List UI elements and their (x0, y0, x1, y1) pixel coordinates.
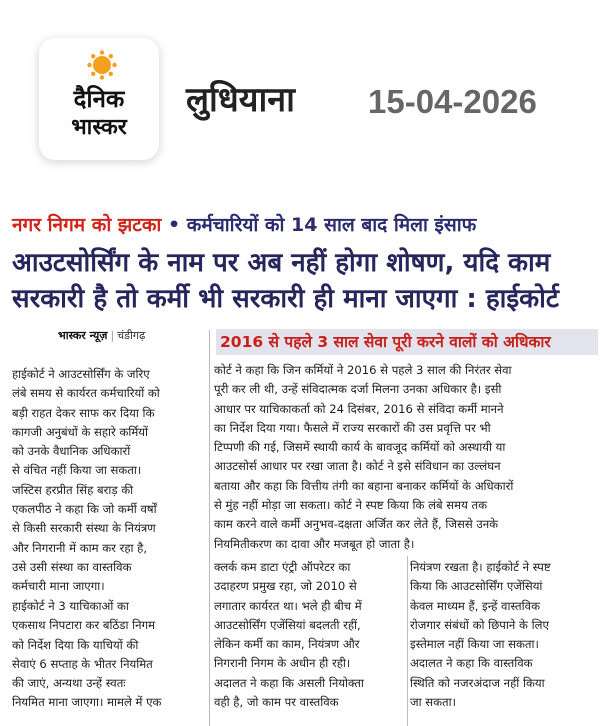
text-line: जा सकता। (410, 695, 457, 710)
headline (12, 245, 597, 317)
text-line: आउटसोर्स आधार पर रखा जाता है। कोर्ट ने इसे संविधान का उल्लंघन (214, 459, 501, 474)
text-line: अदालत ने कहा कि वास्तविक (410, 656, 533, 671)
text-line: काम करने वाले कर्मी अनुभव-दक्षता अर्जित कर लेते हैं, जिससे उनके (214, 517, 499, 532)
text-line: से मुंह नहीं मोड़ा जा सकता। कोर्ट ने स्पष्ट किया कि लंबे समय तक (214, 498, 488, 513)
dainik-bhaskar-logo (39, 38, 159, 160)
byline-source: भास्कर न्यूज़ (58, 329, 108, 342)
text-line: सेवाएं 6 सप्ताह के भीतर नियमित (12, 656, 153, 671)
text-line: की जाएं, अन्यथा उन्हें स्वतः (12, 676, 126, 691)
text-line: उसे उसी संस्था का वास्तविक (12, 559, 132, 574)
text-line: बताया और कहा कि वित्तीय तंगी का बहाना बनाकर कर्मियों के अधिकारों (214, 478, 514, 493)
text-line: निगरानी निगम के अधीन ही रही। (214, 656, 351, 671)
kicker (12, 212, 476, 238)
text-line: कागजी अनुबंधों के सहारे कर्मियों (12, 424, 149, 439)
column-divider (209, 330, 210, 726)
column-divider (407, 556, 408, 726)
text-line: एकलपीठ ने कहा कि जो कर्मी वर्षों (12, 502, 157, 517)
text-line: लेकिन कर्मी का काम, नियंत्रण और (214, 637, 360, 652)
text-line: पूरी कर ली थी, उन्हें संविदात्मक दर्जा मिलना उनका अधिकार है। इसी (214, 382, 502, 397)
byline: भास्कर न्यूज़ | चंडीगढ़ (58, 329, 146, 342)
headline-line: आउटसोर्सिंग के नाम पर अब नहीं होगा शोषण, यदि काम (12, 248, 551, 278)
kicker-highlight: नगर निगम को झटका (12, 214, 162, 236)
text-line: आधार पर याचिकाकर्ता को 24 दिसंबर, 2016 से संविदा कर्मी मानने (214, 401, 504, 416)
text-line: केवल माध्यम हैं, इन्हें वास्तविक (410, 598, 540, 613)
logo-text-line2: भास्कर (71, 115, 127, 140)
text-line: हाईकोर्ट ने 3 याचिकाओं का (12, 599, 129, 613)
text-line: नियमित माना जाएगा। मामले में एक (12, 695, 162, 710)
text-line: कर्मचारी माना जाएगा। (12, 579, 105, 594)
text-line: उदाहरण प्रमुख रहा, जो 2010 से (214, 579, 357, 594)
column-2 (214, 361, 598, 554)
text-line: इस्तेमाल नहीं किया जा सकता। (410, 637, 539, 652)
text-line: बड़ी राहत देकर साफ कर दिया कि (12, 405, 155, 420)
text-line: से किसी सरकारी संस्था के नियंत्रण (12, 521, 156, 536)
edition-date: 15-04-2026 (368, 83, 537, 120)
text-line: हाईकोर्ट ने आउटसोर्सिंग के जरिए (12, 367, 150, 381)
text-line: को उनके वैधानिक अधिकारों (12, 444, 131, 459)
text-line: टिप्पणी की गई, जिसमें स्थायी कार्य के बावजूद कर्मियों को अस्थायी या (214, 440, 506, 455)
byline-place: चंडीगढ़ (117, 329, 146, 342)
text-line: कोर्ट ने कहा कि जिन कर्मियों ने 2016 से पहले 3 साल की निरंतर सेवा (214, 363, 512, 377)
text-line: नियमितीकरण का दावा और मजबूत हो जाता है। (214, 536, 415, 551)
text-line: लंबे समय से कार्यरत कर्मचारियों को (12, 386, 160, 401)
column-1-continued (12, 597, 208, 713)
column-3 (214, 558, 407, 712)
text-line: एकसाथ निपटारा कर बठिंडा निगम (12, 618, 156, 633)
text-line: नियंत्रण रखता है। हाईकोर्ट ने स्पष्ट (410, 560, 551, 574)
text-line: आउटसोर्सिंग एजेंसियां बदलती रहीं, (214, 617, 361, 632)
text-line: से वंचित नहीं किया जा सकता। (12, 463, 142, 478)
text-line: क्लर्क कम डाटा एंट्री ऑपरेटर का (214, 560, 351, 574)
text-line: का निर्देश दिया गया। फैसले में राज्य सरकारों की उस प्रवृत्ति पर भी (214, 420, 491, 435)
text-line: लगातार कार्यरत था। भले ही बीच में (214, 598, 362, 613)
text-line: और निगरानी में काम कर रहा है, (12, 540, 148, 555)
edition-city: लुधियाना (186, 80, 295, 120)
subheading: 2016 से पहले 3 साल सेवा पूरी करने वालों को अधिकार (216, 329, 598, 355)
logo-text-line1: दैनिक (73, 85, 125, 113)
text-line: को निर्देश दिया कि याचियों की (12, 637, 139, 652)
text-line: जस्टिस हरप्रीत सिंह बराड़ की (12, 482, 134, 497)
headline-line: सरकारी है तो कर्मी भी सरकारी ही माना जाएगा : हाईकोर्ट (12, 284, 559, 314)
kicker-text: • कर्मचारियों को 14 साल बाद मिला इंसाफ (167, 214, 477, 236)
sun-icon (87, 50, 117, 80)
column-1 (12, 365, 208, 597)
text-line: रोजगार संबंधों को छिपाने के लिए (410, 617, 549, 632)
text-line: स्थिति को नजरअंदाज नहीं किया (410, 675, 545, 690)
text-line: अदालत ने कहा कि असली नियोक्ता (214, 675, 364, 690)
column-4 (410, 558, 598, 712)
text-line: किया कि आउटसोर्सिंग एजेंसियां (410, 579, 543, 594)
text-line: वही है, जो काम पर वास्तविक (214, 695, 339, 710)
